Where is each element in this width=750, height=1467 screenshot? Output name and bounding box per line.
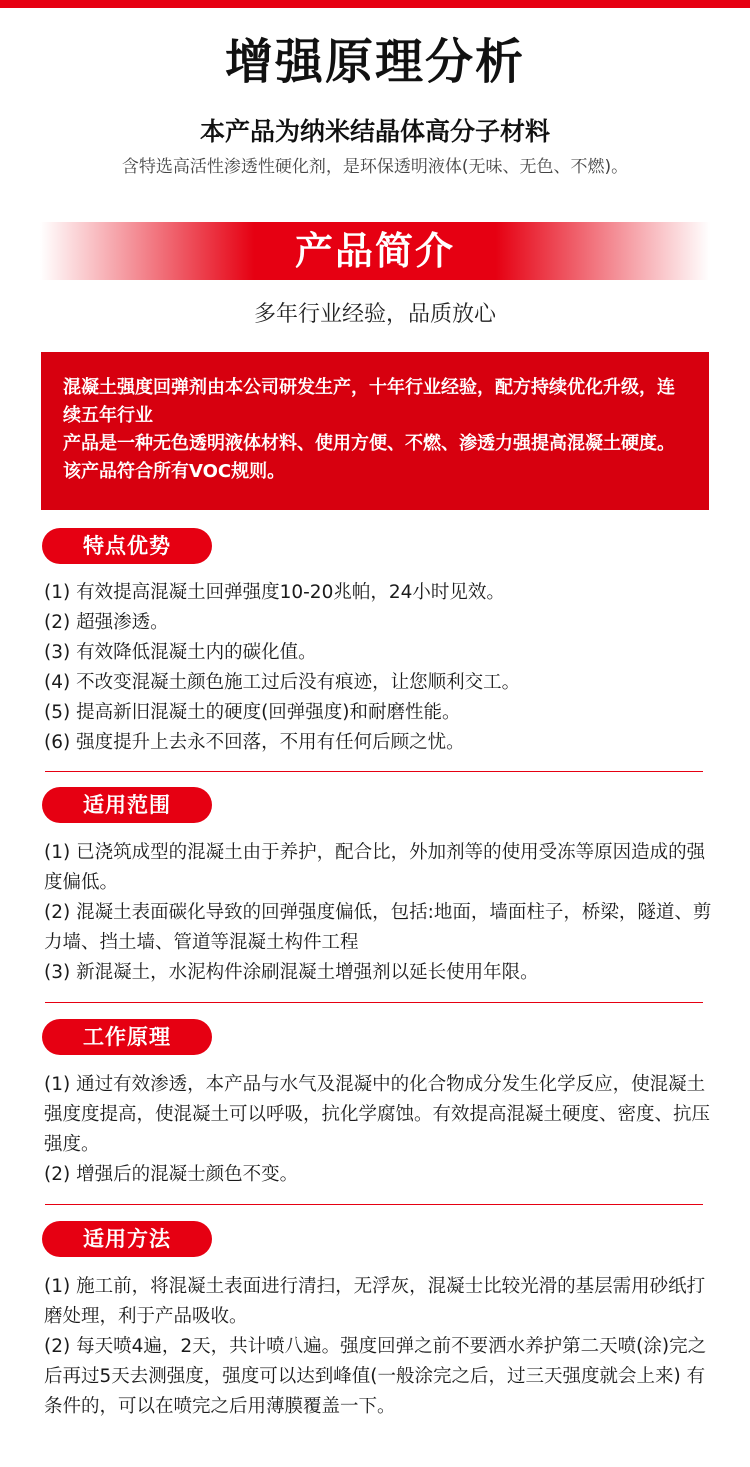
- features-list: [44, 578, 714, 758]
- scope-list: [44, 838, 714, 988]
- product-description: 含特选高活性渗透性硬化剂，是环保透明液体(无味、无色、不燃)。: [121, 157, 629, 177]
- list-item: (3) 有效降低混凝土内的碳化值。: [44, 642, 317, 663]
- method-list: [44, 1272, 714, 1422]
- section-divider: [45, 1204, 703, 1205]
- intro-line: 产品是一种无色透明液体材料、使用方便、不燃、渗透力强提高混凝土硬度。该产品符合所有VOC规则。: [63, 433, 675, 482]
- section-divider: [45, 771, 703, 772]
- section-heading-scope: 适用范围: [42, 787, 212, 823]
- banner-title: 产品简介: [294, 229, 455, 273]
- list-item: (2) 混凝土表面碳化导致的回弹强度偏低，包括:地面，墙面柱子，桥梁，隧道、剪力墙、挡土墙、管道等混凝土构件工程: [44, 902, 712, 953]
- principle-list: [44, 1070, 714, 1190]
- intro-banner: [40, 222, 710, 280]
- list-item: (5) 提高新旧混凝土的硬度(回弹强度)和耐磨性能。: [44, 702, 461, 723]
- list-item: (1) 有效提高混凝土回弹强度10-20兆帕，24小时见效。: [44, 582, 505, 603]
- list-item: (2) 超强渗透。: [44, 612, 169, 633]
- list-item: (1) 通过有效渗透，本产品与水气及混凝中的化合物成分发生化学反应，使混凝土强度度提高，使混凝土可以呼吸，抗化学腐蚀。有效提高混凝土硬度、密度、抗压强度。: [44, 1074, 711, 1155]
- list-item: (2) 每天喷4遍，2天，共计喷八遍。强度回弹之前不要洒水养护第二天喷(涂)完之后再过5天去测强度，强度可以达到峰值(一般涂完之后，过三天强度就会上来) 有条件的，可以在喷完之后用薄膜覆盖一下。: [44, 1336, 707, 1417]
- list-item: (4) 不改变混凝土颜色施工过后没有痕迹，让您顺利交工。: [44, 672, 521, 693]
- list-item: (1) 施工前，将混凝土表面进行清扫，无浮灰，混凝士比较光滑的基层需用砂纸打磨处理，利于产品吸收。: [44, 1276, 706, 1327]
- section-heading-principle: 工作原理: [42, 1019, 212, 1055]
- product-subtitle: 本产品为纳米结晶体高分子材料: [199, 117, 550, 146]
- section-heading-method: 适用方法: [42, 1221, 212, 1257]
- list-item: (2) 增强后的混凝士颜色不变。: [44, 1164, 299, 1185]
- top-accent-bar: [0, 0, 750, 8]
- section-divider: [45, 1002, 703, 1003]
- page-title: 增强原理分析: [224, 34, 525, 90]
- list-item: (1) 已浇筑成型的混凝土由于养护，配合比，外加剂等的使用受冻等原因造成的强度偏低。: [44, 842, 706, 893]
- list-item: (6) 强度提升上去永不回落，不用有任何后顾之忧。: [44, 732, 465, 753]
- intro-box: [41, 352, 709, 510]
- tagline: 多年行业经验，品质放心: [253, 302, 496, 327]
- list-item: (3) 新混凝土，水泥构件涂刷混凝土增强剂以延长使用年限。: [44, 962, 539, 983]
- section-heading-features: 特点优势: [42, 528, 212, 564]
- intro-line: 混凝土强度回弹剂由本公司研发生产，十年行业经验，配方持续优化升级，连续五年行业: [63, 377, 675, 426]
